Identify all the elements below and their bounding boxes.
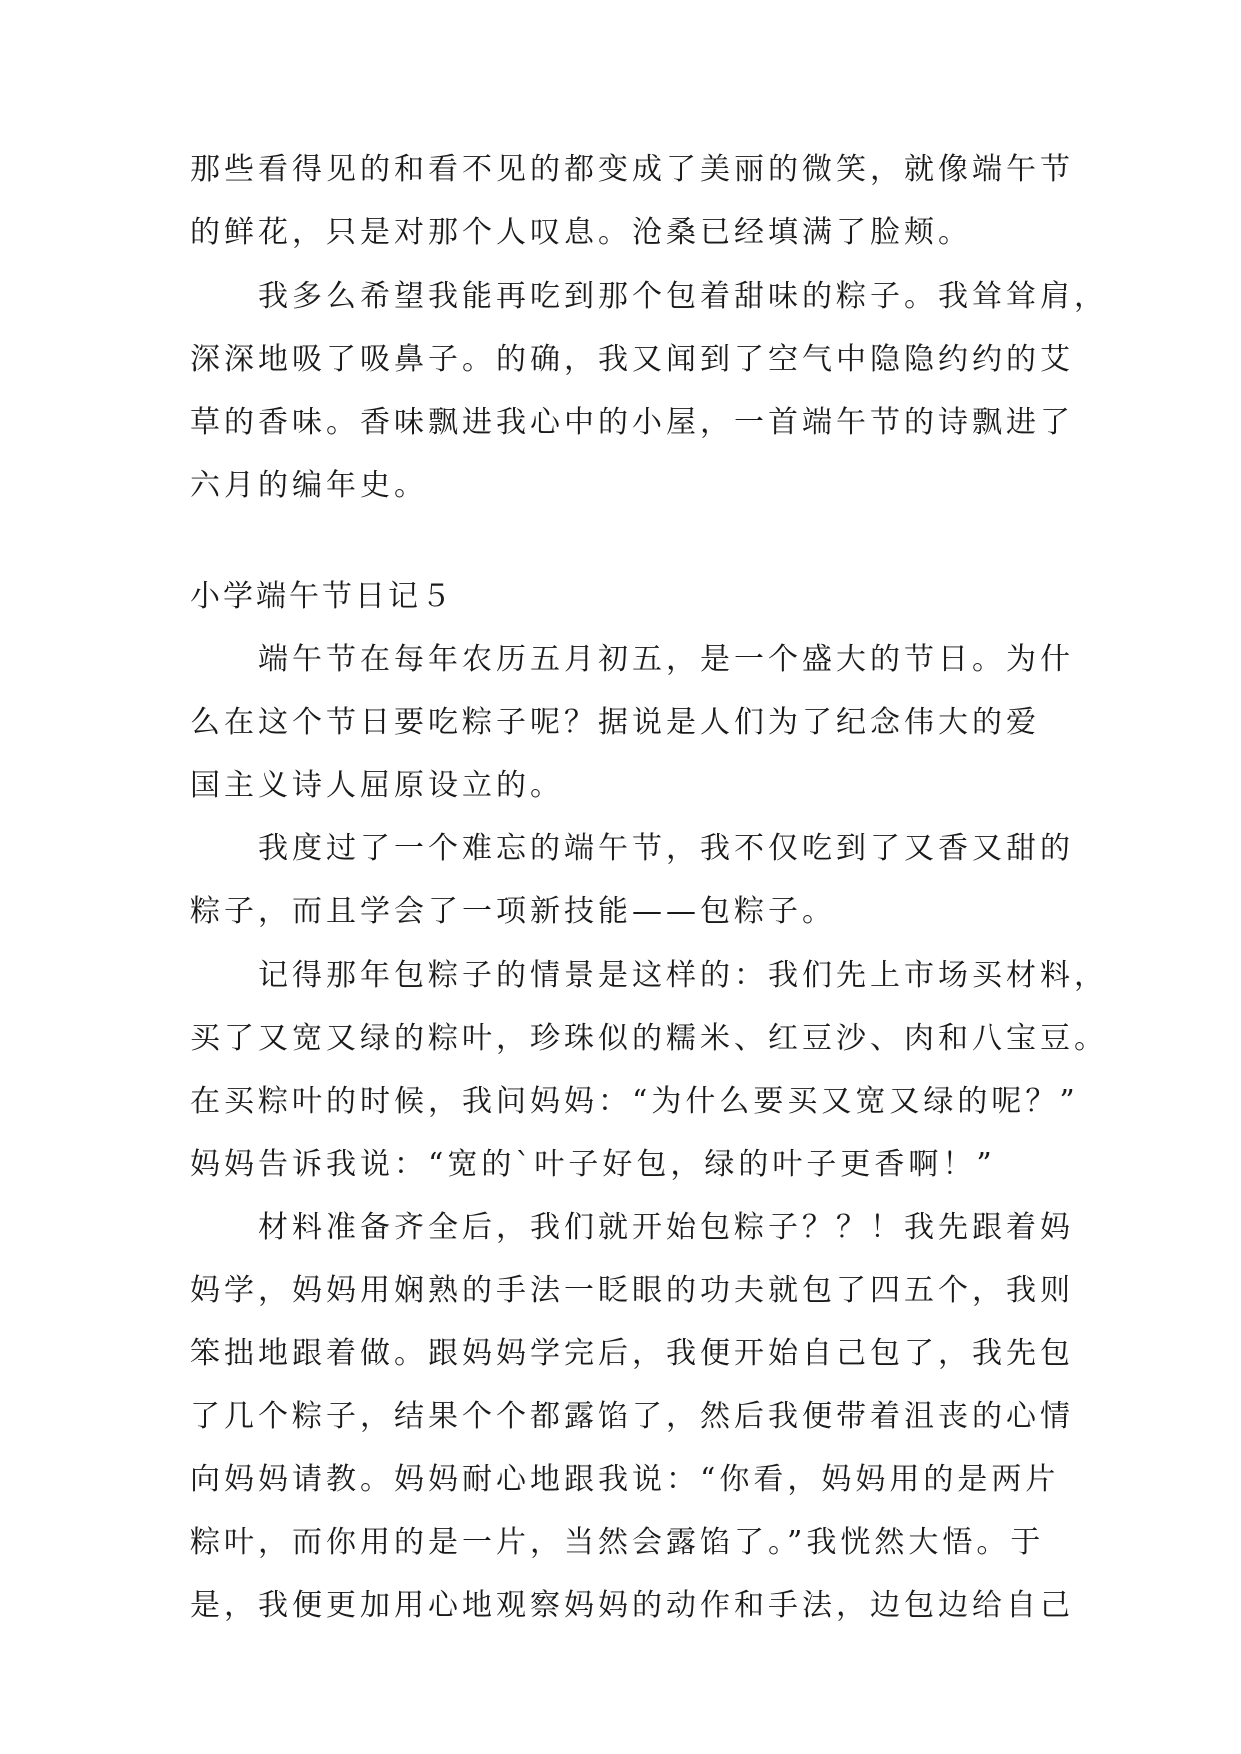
- text-line: 六月的编年史。: [190, 468, 428, 503]
- text-line: 记得那年包粽子的情景是这样的：我们先上市场买材料，: [258, 958, 1108, 993]
- section-title: 小学端午节日记５: [190, 579, 454, 614]
- text-line: 在买粽叶的时候，我问妈妈：“为什么要买又宽又绿的呢？”: [190, 1084, 1079, 1119]
- text-line: 那些看得见的和看不见的都变成了美丽的微笑，就像端午节: [190, 152, 1074, 187]
- text-line: 粽叶，而你用的是一片，当然会露馅了。”我恍然大悟。于: [190, 1525, 1045, 1560]
- text-line: 么在这个节日要吃粽子呢？据说是人们为了纪念伟大的爱: [190, 705, 1040, 740]
- text-line: 了几个粽子，结果个个都露馅了，然后我便带着沮丧的心情: [190, 1399, 1074, 1434]
- text-line: 买了又宽又绿的粽叶，珍珠似的糯米、红豆沙、肉和八宝豆。: [190, 1021, 1108, 1056]
- text-line: 我度过了一个难忘的端午节，我不仅吃到了又香又甜的: [258, 831, 1074, 866]
- text-line: 国主义诗人屈原设立的。: [190, 768, 564, 803]
- text-line: 草的香味。香味飘进我心中的小屋，一首端午节的诗飘进了: [190, 405, 1074, 440]
- text-line: 我多么希望我能再吃到那个包着甜味的粽子。我耸耸肩，: [258, 279, 1108, 314]
- text-line: 粽子，而且学会了一项新技能——包粽子。: [190, 894, 836, 929]
- text-line: 妈学，妈妈用娴熟的手法一眨眼的功夫就包了四五个，我则: [190, 1273, 1074, 1308]
- text-line: 材料准备齐全后，我们就开始包粽子？？！我先跟着妈: [258, 1210, 1074, 1245]
- text-line: 是，我便更加用心地观察妈妈的动作和手法，边包边给自己: [190, 1588, 1074, 1623]
- text-line: 妈妈告诉我说：“宽的`叶子好包，绿的叶子更香啊！”: [190, 1147, 996, 1182]
- text-line: 端午节在每年农历五月初五，是一个盛大的节日。为什: [258, 642, 1074, 677]
- text-line: 向妈妈请教。妈妈耐心地跟我说：“你看，妈妈用的是两片: [190, 1462, 1060, 1497]
- text-line: 笨拙地跟着做。跟妈妈学完后，我便开始自己包了，我先包: [190, 1336, 1074, 1371]
- text-line: 深深地吸了吸鼻子。的确，我又闻到了空气中隐隐约约的艾: [190, 342, 1074, 377]
- text-line: 的鲜花，只是对那个人叹息。沧桑已经填满了脸颊。: [190, 215, 972, 250]
